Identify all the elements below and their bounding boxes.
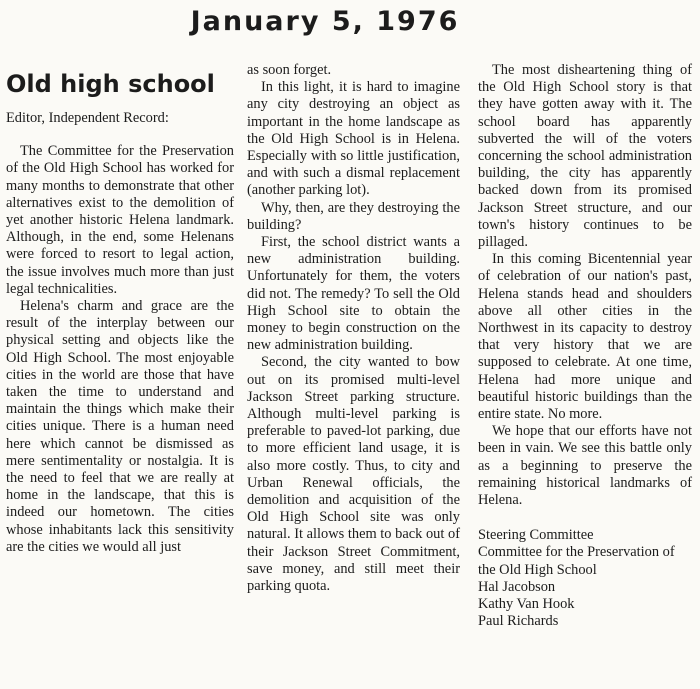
paragraph: Why, then, are they destroying the building? [247, 199, 460, 233]
salutation: Editor, Independent Record: [6, 110, 169, 126]
signature-line: Steering Committee [478, 527, 594, 544]
paragraph: We hope that our efforts have not been in vain. We see this battle only as a beginning to preserve the remaining historical landmarks of Helena. [478, 423, 692, 509]
paragraph: The most disheartening thing of the Old High School story is that they have gotten away with it. The school board has apparently subverted the will of the voters concerning the school administration building, the city has apparently backed down from its promised Jackson Street structure, and our town's history continues to be pillaged. [478, 62, 692, 251]
dateline: January 5, 1976 [190, 6, 460, 37]
column-3 [478, 62, 692, 631]
paragraph: Helena's charm and grace are the result of the interplay between our physical setting and objects like the Old High School. The most enjoyable cities in the world are those that have taken the time to understand and maintain the things which make their cities unique. There is a human need here which cannot be dismissed as mere sentimentality or nostalgia. It is the need to feel that we are really at home in the landscape, that this is indeed our hometown. The cities whose inhabitants lack this sensitivity are the cities we would all just [6, 298, 234, 555]
paragraph: The Committee for the Preservation of the Old High School has worked for many months to demonstrate that other alternatives exist to the demolition of yet another historic Helena landmark. Although, in the end, some Helenans were forced to resort to legal action, the issue involves much more than just legal technicalities. [6, 143, 234, 297]
signature-line: Committee for the Preservation of the Old High School [478, 544, 675, 578]
headline: Old high school [6, 70, 215, 98]
paragraph: as soon forget. [247, 62, 332, 78]
column-1 [6, 70, 234, 556]
signature-block [478, 527, 692, 630]
signature-line: Paul Richards [478, 613, 559, 630]
paragraph: In this light, it is hard to imagine any city destroying an object as important in the home landscape as the Old High School is in Helena. Especially with so little justification, and with such a dismal replacement (another parking lot). [247, 79, 460, 199]
signature-line: Hal Jacobson [478, 578, 556, 595]
signature-line: Kathy Van Hook [478, 596, 575, 613]
column-2 [247, 62, 460, 595]
paragraph: First, the school district wants a new administration building. Unfortunately for them, the voters did not. The remedy? To sell the Old High School site to obtain the money to begin construction on the new administration building. [247, 234, 460, 354]
paragraph: Second, the city wanted to bow out on its promised multi-level Jackson Street parking structure. Although multi-level parking is preferable to paved-lot parking, due to more efficient land usage, it is also more costly. Thus, to city and Urban Renewal officials, the demolition and acquisition of the Old High School site was only natural. It allows them to back out of their Jackson Street Commitment, save money, and still meet their parking quota. [247, 354, 460, 595]
paragraph: In this coming Bicentennial year of celebration of our nation's past, Helena stands head and shoulders above all other cities in the Northwest in its capacity to destroy that very history that we are supposed to celebrate. At one time, Helena had more unique and beautiful historic buildings than the entire state. No more. [478, 251, 692, 423]
